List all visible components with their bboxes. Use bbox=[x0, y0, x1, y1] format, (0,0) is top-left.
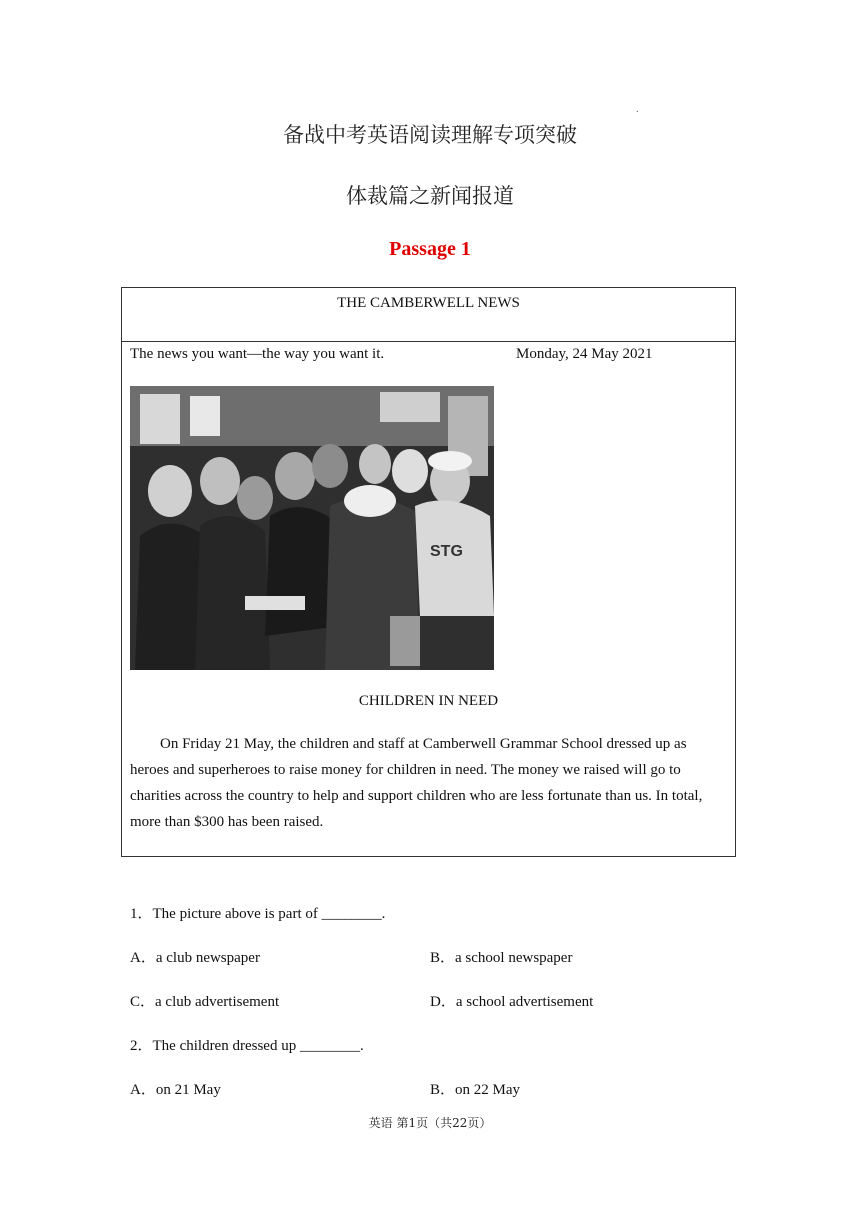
question-1-option-b[interactable]: B．a school newspaper bbox=[430, 950, 573, 966]
document-title: 备战中考英语阅读理解专项突破 bbox=[283, 123, 577, 147]
question-1-option-d[interactable]: D．a school advertisement bbox=[430, 994, 594, 1010]
question-2-stem: 2．The children dressed up ________. bbox=[130, 1038, 364, 1054]
question-2-option-a[interactable]: A．on 21 May bbox=[130, 1082, 221, 1098]
question-2-option-b[interactable]: B．on 22 May bbox=[430, 1082, 521, 1098]
news-article-box bbox=[121, 287, 736, 857]
corner-mark: . bbox=[636, 104, 639, 115]
shirt-text: STG bbox=[430, 543, 463, 560]
newspaper-date: Monday, 24 May 2021 bbox=[516, 346, 653, 362]
news-photo bbox=[130, 386, 494, 670]
document-subtitle: 体裁篇之新闻报道 bbox=[346, 184, 514, 208]
question-1-stem: 1．The picture above is part of ________. bbox=[130, 906, 386, 922]
article-headline: CHILDREN IN NEED bbox=[358, 693, 499, 709]
question-1-option-c[interactable]: C．a club advertisement bbox=[130, 994, 280, 1010]
news-photo-image bbox=[130, 386, 494, 670]
newspaper-tagline: The news you want—the way you want it. bbox=[130, 346, 385, 362]
article-body: On Friday 21 May, the children and staff at Camberwell Grammar School dressed up as heroes and superheroes to raise money for children in need. The money we raised will go to charities across the country to help and support children who are less fortunate than us. In total, more than $300 has been raised. bbox=[130, 736, 703, 830]
page-footer: 英语 第1页（共22页） bbox=[368, 1116, 492, 1130]
passage-title: Passage 1 bbox=[389, 238, 471, 260]
newspaper-name bbox=[122, 288, 735, 342]
question-1-option-a[interactable]: A．a club newspaper bbox=[130, 950, 260, 966]
newspaper-name-text: THE CAMBERWELL NEWS bbox=[337, 295, 520, 311]
